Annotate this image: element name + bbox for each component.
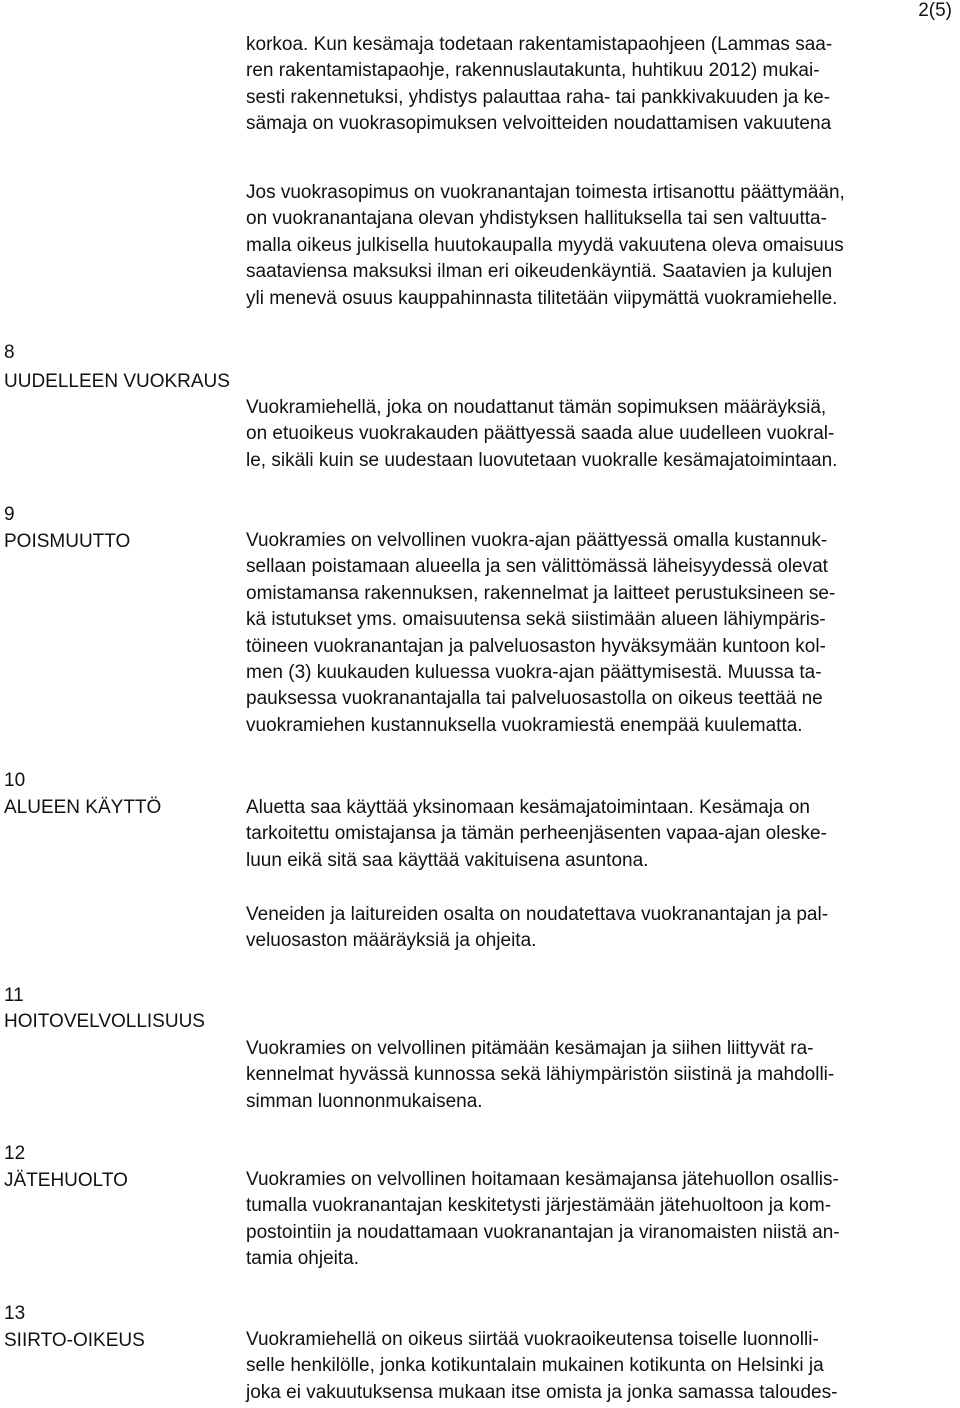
text-line: on vuokranantajana olevan yhdistyksen hallituksella tai sen valtuutta- — [246, 208, 827, 230]
text-line: Veneiden ja laitureiden osalta on noudatettava vuokranantajan ja pal- — [246, 904, 829, 925]
text-line: postointiin ja noudattamaan vuokranantajan ja viranomaisten niistä an- — [246, 1221, 840, 1243]
section-number: 10 — [4, 770, 26, 791]
text-line: Jos vuokrasopimus on vuokranantajan toimesta irtisanottu päättymään, — [246, 182, 845, 203]
text-line: ren rakentamistapaohje, rakennuslautakunta, huhtikuu 2012) mukai- — [246, 60, 820, 82]
text-line: joka ei vakuutuksensa mukaan itse omista ja jonka samassa taloudes- — [246, 1381, 838, 1403]
text-line: kä istutukset yms. omaisuutensa sekä siistimään alueen lähiympäris- — [246, 609, 826, 631]
text-line: Vuokramiehellä on oikeus siirtää vuokraoikeutensa toiselle luonnolli- — [246, 1329, 819, 1350]
section-number: 8 — [4, 342, 15, 363]
section-title: HOITOVELVOLLISUUS — [4, 1011, 205, 1032]
section-number: 11 — [4, 985, 24, 1006]
section-number: 13 — [4, 1303, 26, 1324]
section-paragraph — [246, 528, 835, 739]
text-line: veluosaston määräyksiä ja ohjeita. — [246, 930, 537, 952]
text-line: simman luonnonmukaisena. — [246, 1090, 483, 1112]
text-line: le, sikäli kuin se uudestaan luovutetaan vuokralle kesämajatoimintaan. — [246, 449, 838, 471]
section-paragraph — [246, 395, 837, 474]
text-line: men (3) kuukauden kuluessa vuokra-ajan päättymisestä. Muussa ta- — [246, 662, 822, 684]
text-line: vuokramiehen kustannuksella vuokramiestä enempää kuulematta. — [246, 714, 803, 736]
text-line: luun eikä sitä saa käyttää vakituisena asuntona. — [246, 849, 649, 871]
text-line: pauksessa vuokranantajalla tai palveluosastolla on oikeus teettää ne — [246, 688, 823, 710]
text-line: tumalla vuokranantajan keskitetysti järjestämään jätehuoltoon ja kom- — [246, 1195, 832, 1217]
text-line: Vuokramies on velvollinen vuokra-ajan päättyessä omalla kustannuk- — [246, 530, 828, 551]
text-line: tarkoitettu omistajansa ja tämän perheenjäsenten vapaa-ajan oleske- — [246, 823, 827, 845]
text-line: yli menevä osuus kauppahinnasta tilitetään viipymättä vuokramiehelle. — [246, 287, 838, 309]
text-line: sämaja on vuokrasopimuksen velvoitteiden noudattamisen vakuutena — [246, 113, 832, 135]
text-line: sellaan poistamaan alueella ja sen välittömässä läheisyydessä olevat — [246, 556, 828, 578]
section-paragraph — [246, 795, 827, 874]
section-title: SIIRTO-OIKEUS — [4, 1330, 145, 1351]
text-line: Aluetta saa käyttää yksinomaan kesämajatoimintaan. Kesämaja on — [246, 797, 810, 818]
text-line: Vuokramies on velvollinen pitämään kesämajan ja siihen liittyvät ra- — [246, 1038, 814, 1059]
section-number: 9 — [4, 504, 15, 525]
section-paragraph — [246, 1036, 834, 1115]
section-title: ALUEEN KÄYTTÖ — [4, 797, 162, 818]
text-line: korkoa. Kun kesämaja todetaan rakentamistapaohjeen (Lammas saa- — [246, 34, 833, 55]
page-number: 2(5) — [918, 0, 952, 21]
text-line: on etuoikeus vuokrakauden päättyessä saada alue uudelleen vuokral- — [246, 423, 835, 445]
section-title: JÄTEHUOLTO — [4, 1170, 128, 1191]
section-title: POISMUUTTO — [4, 531, 131, 552]
text-line: omistamansa rakennuksen, rakennelmat ja laitteet perustuksineen se- — [246, 582, 836, 604]
text-line: malla oikeus julkisella huutokaupalla myydä vakuutena oleva omaisuus — [246, 234, 844, 256]
section-number: 12 — [4, 1143, 26, 1164]
section-paragraph — [246, 1167, 840, 1273]
text-line: kennelmat hyvässä kunnossa sekä lähiympäristön siistinä ja mahdolli- — [246, 1064, 835, 1086]
section-paragraph — [246, 902, 828, 955]
text-line: Vuokramiehellä, joka on noudattanut tämän sopimuksen määräyksiä, — [246, 397, 827, 418]
text-line: Vuokramies on velvollinen hoitamaan kesämajansa jätehuollon osallis- — [246, 1169, 839, 1190]
text-line: tamia ohjeita. — [246, 1248, 360, 1270]
section-title: UUDELLEEN VUOKRAUS — [4, 371, 230, 392]
text-line: töineen vuokranantajan ja palveluosaston hyväksymään kuntoon kol- — [246, 635, 826, 657]
text-line: sesti rakennetuksi, yhdistys palauttaa raha- tai pankkivakuuden ja ke- — [246, 86, 831, 108]
continuation-paragraph-1 — [246, 32, 832, 138]
text-line: saataviensa maksuksi ilman eri oikeudenkäyntiä. Saatavien ja kulujen — [246, 261, 833, 283]
text-line: selle henkilölle, jonka kotikuntalain mukainen kotikunta on Helsinki ja — [246, 1355, 824, 1377]
continuation-paragraph-2 — [246, 180, 845, 312]
section-paragraph — [246, 1327, 837, 1406]
